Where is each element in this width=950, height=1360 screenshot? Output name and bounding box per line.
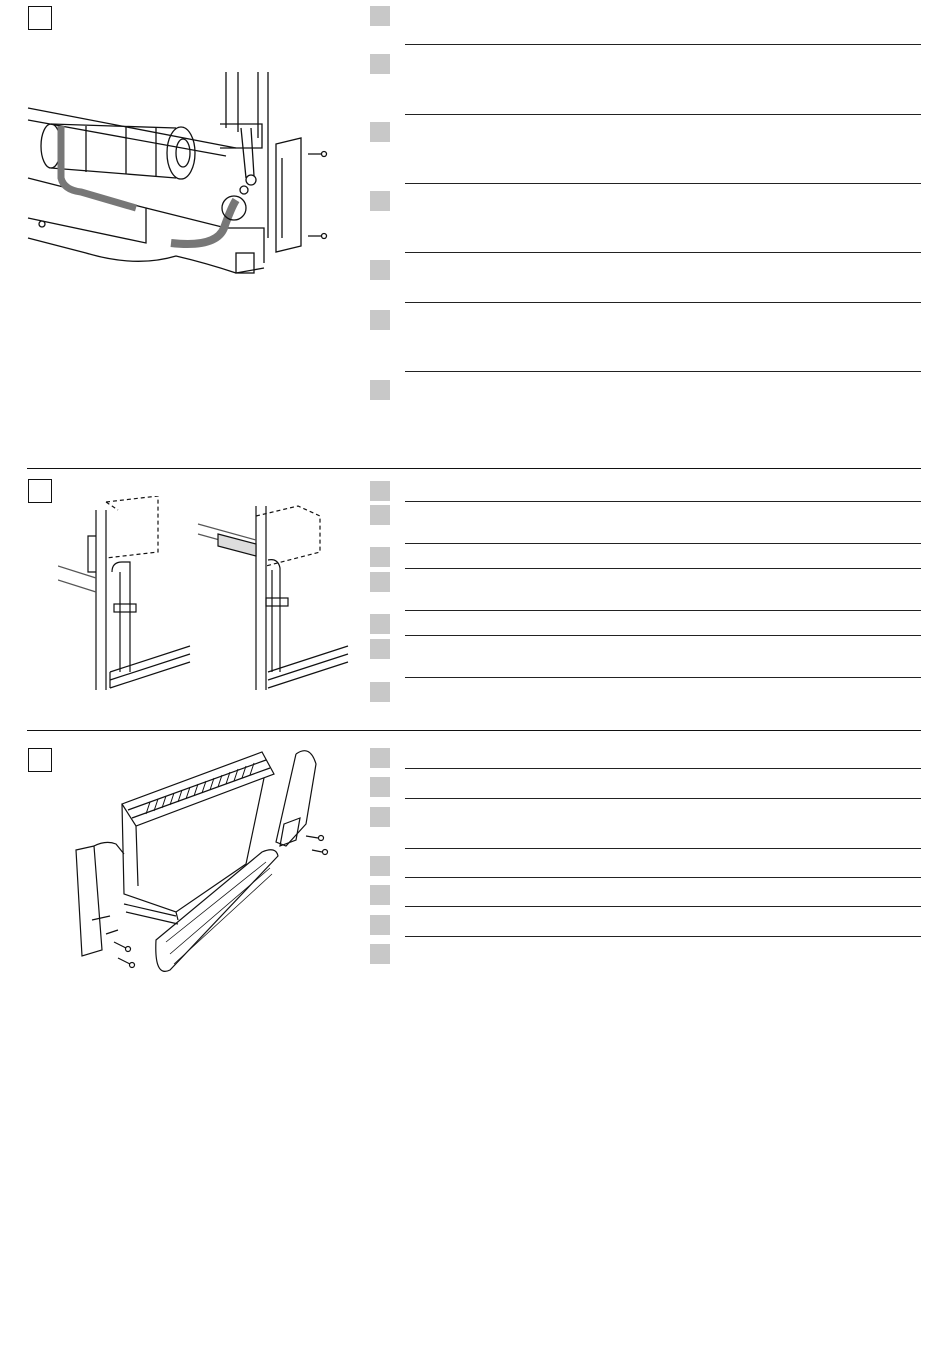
lang-tab xyxy=(370,122,390,142)
lang-tab xyxy=(370,572,390,592)
lang-tab xyxy=(370,748,390,768)
text-rule xyxy=(405,114,921,115)
text-rule xyxy=(405,877,921,878)
lang-tab xyxy=(370,682,390,702)
text-rule xyxy=(405,768,921,769)
lang-tab xyxy=(370,547,390,567)
lang-tab xyxy=(370,856,390,876)
text-rule xyxy=(405,635,921,636)
text-rule xyxy=(405,252,921,253)
text-rule xyxy=(405,906,921,907)
text-rule xyxy=(405,44,921,45)
text-rule xyxy=(405,183,921,184)
lang-tab xyxy=(370,191,390,211)
lang-tab xyxy=(370,481,390,501)
step-box-3 xyxy=(28,748,52,772)
text-rule xyxy=(405,798,921,799)
wall-pipe-routing-illustration xyxy=(58,496,358,696)
lang-tab xyxy=(370,54,390,74)
step-box-2 xyxy=(28,479,52,503)
lang-tab xyxy=(370,260,390,280)
lang-tab xyxy=(370,310,390,330)
text-rule xyxy=(405,302,921,303)
lang-tab xyxy=(370,915,390,935)
text-rule xyxy=(405,543,921,544)
lang-tab xyxy=(370,885,390,905)
text-rule xyxy=(405,610,921,611)
section-divider xyxy=(27,730,921,731)
lang-tab xyxy=(370,777,390,797)
lang-tab xyxy=(370,807,390,827)
section-divider xyxy=(27,468,921,469)
lang-tab xyxy=(370,614,390,634)
text-rule xyxy=(405,848,921,849)
step-box-1 xyxy=(28,6,52,30)
lang-tab xyxy=(370,380,390,400)
text-rule xyxy=(405,501,921,502)
text-rule xyxy=(405,677,921,678)
unit-side-connection-illustration xyxy=(26,68,346,283)
lang-tab xyxy=(370,944,390,964)
lang-tab xyxy=(370,6,390,26)
text-rule xyxy=(405,936,921,937)
text-rule xyxy=(405,568,921,569)
casing-assembly-illustration xyxy=(66,744,346,984)
text-rule xyxy=(405,371,921,372)
lang-tab xyxy=(370,505,390,525)
lang-tab xyxy=(370,639,390,659)
